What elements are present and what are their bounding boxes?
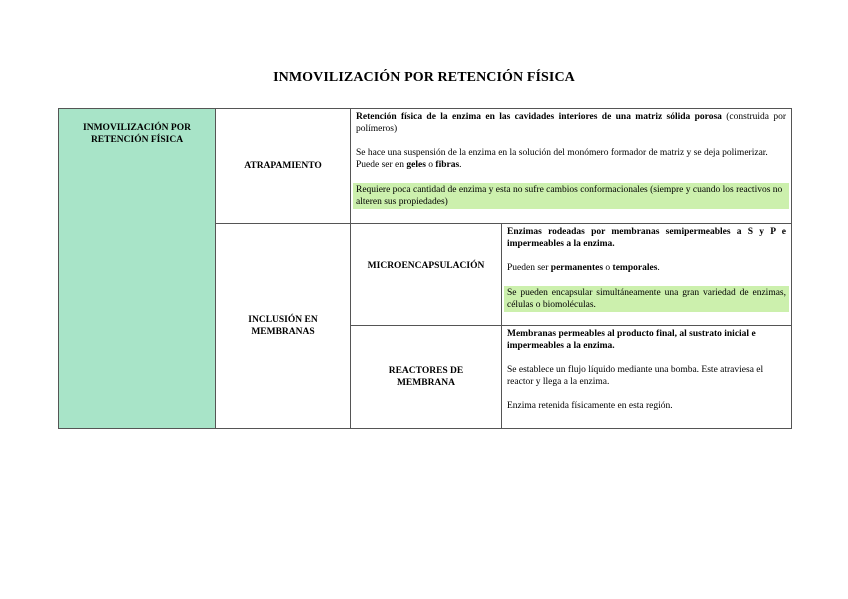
temporales-term: temporales — [612, 263, 658, 273]
inclusion-label: INCLUSIÓN EN MEMBRANAS — [248, 315, 318, 337]
micro-types-text: Pueden ser — [507, 263, 551, 273]
inclusion-label-cell — [216, 224, 351, 429]
atrapamiento-label-cell — [216, 109, 351, 224]
atrapamiento-label: ATRAPAMIENTO — [244, 161, 322, 171]
reactores-note: Enzima retenida físicamente en esta región. — [507, 401, 673, 411]
atrapamiento-desc-text: Se hace una suspensión de la enzima en la solución del monómero formador de matriz y se deja polimerizar. Puede ser en — [356, 148, 768, 170]
category-cell — [59, 109, 216, 429]
micro-types-or: o — [603, 263, 613, 273]
fibras-term: fibras — [435, 160, 460, 170]
atrapamiento-desc-or: o — [425, 160, 436, 170]
atrapamiento-note: Requiere poca cantidad de enzima y esta no sufre cambios conformacionales (siempre y cuando los reactivos no alteren sus propiedades) — [353, 183, 789, 209]
geles-term: geles — [406, 160, 426, 170]
atrapamiento-desc-end: . — [459, 160, 462, 170]
micro-types-end: . — [657, 263, 660, 273]
atrapamiento-description — [356, 147, 786, 171]
micro-content — [502, 224, 792, 326]
reactores-content — [502, 326, 792, 429]
permanentes-term: permanentes — [550, 263, 604, 273]
atrapamiento-definition — [356, 111, 786, 135]
reactores-definition: Membranas permeables al producto final, al sustrato inicial e impermeables a la enzima. — [507, 329, 756, 351]
atrapamiento-definition-rest: (construida por polímeros) — [356, 112, 786, 134]
micro-label-cell — [351, 224, 502, 326]
micro-definition: Enzimas rodeadas por membranas semipermeables a S y P e impermeables a la enzima. — [507, 227, 786, 249]
row-atrapamiento — [59, 109, 792, 224]
category-label: INMOVILIZACIÓN POR RETENCIÓN FÍSICA — [83, 123, 191, 145]
page-title: INMOVILIZACIÓN POR RETENCIÓN FÍSICA — [273, 70, 575, 85]
retention-table — [58, 108, 792, 429]
atrapamiento-definition-bold: Retención física de la enzima en las cavidades interiores de una matriz sólida porosa — [356, 112, 722, 122]
reactores-flow: Se establece un flujo líquido mediante una bomba. Este atraviesa el reactor y llega a la enzima. — [507, 365, 764, 387]
reactores-label: REACTORES DE MEMBRANA — [388, 366, 464, 388]
micro-note: Se pueden encapsular simultáneamente una gran variedad de enzimas, células o biomoléculas. — [504, 286, 789, 312]
micro-label: MICROENCAPSULACIÓN — [367, 261, 485, 271]
micro-types — [507, 262, 786, 274]
reactores-label-cell — [351, 326, 502, 429]
atrapamiento-content — [351, 109, 792, 224]
